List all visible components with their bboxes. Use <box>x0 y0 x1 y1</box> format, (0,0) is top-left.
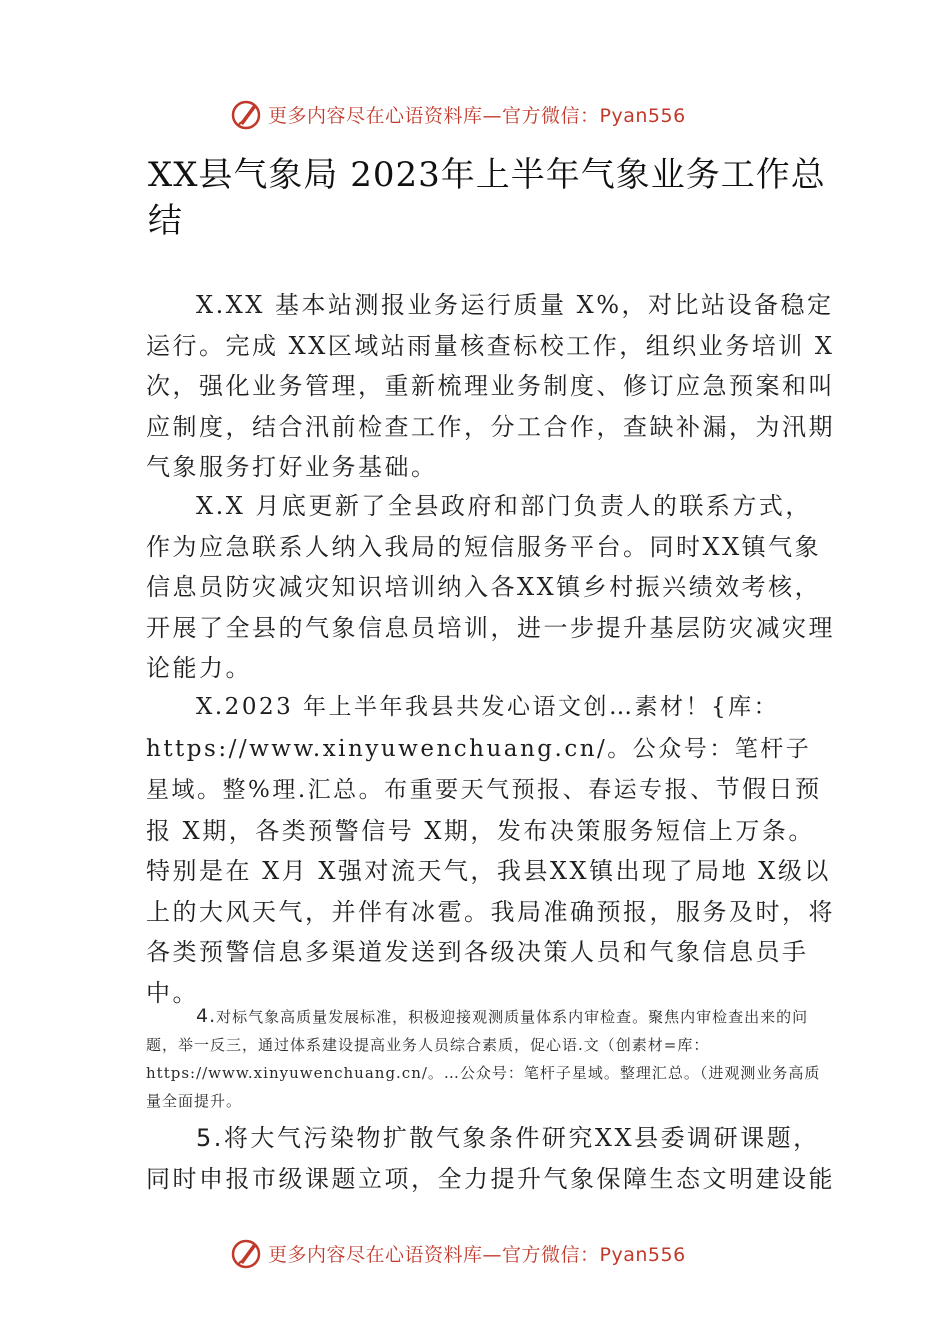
paragraph-5-text: 将大气污染物扩散气象条件研究XX县委调研课题，同时申报市级课题立项，全力提升气象保障生态文明建设能 <box>146 1124 835 1193</box>
watermark-wechat-id: Pyan556 <box>599 104 686 127</box>
paragraph-5-number: 5. <box>196 1124 224 1152</box>
paragraph-2: X.X 月底更新了全县政府和部门负责人的联系方式，作为应急联系人纳入我局的短信服务平台。同时XX镇气象信息员防灾减灾知识培训纳入各XX镇乡村振兴绩效考核，开展了全县的气象信息员培训，进一步提升基层防灾减灾理论能力。 <box>146 492 835 682</box>
watermark-header <box>228 96 686 132</box>
document-title: XX县气象局 2023年上半年气象业务工作总结 <box>148 155 826 241</box>
quill-pen-circle-icon <box>228 96 264 132</box>
paragraph-5 <box>146 1118 836 1199</box>
paragraph-4 <box>146 1002 826 1115</box>
watermark-wechat-id: Pyan556 <box>599 1243 686 1266</box>
paragraph-4-text: 对标气象高质量发展标准，积极迎接观测质量体系内审检查。聚焦内审检查出来的问题，举一反三，通过体系建设提高业务人员综合素质，促心语.文（创素材=库：https://www.xinyuwenchuang.cn/。…公众号：笔杆子星域。整理汇总。（进观测业务高质量全面提升。 <box>146 1008 821 1110</box>
watermark-text: 更多内容尽在心语资料库—官方微信：Pyan556 <box>268 104 686 127</box>
paragraph-4-number: 4. <box>196 1005 217 1027</box>
paragraph-3 <box>146 686 836 1013</box>
paragraph-3-lead: X.2023 年上半年我县共发心语文创…素材！{库：https://www.xinyuwenchuang.cn/。公众号：笔杆子星域。整%理.汇总。布重要天气预报、春运专报、 <box>146 694 812 803</box>
paragraph-1: X.XX 基本站测报业务运行质量 X%，对比站设备稳定运行。完成 XX区域站雨量核查标校工作，组织业务培训 X次，强化业务管理，重新梳理业务制度、修订应急预案和叫应制度，结合汛前检查工作，分工合作，查缺补漏，为汛期气象服务打好业务基础。 <box>146 291 835 481</box>
watermark-footer <box>228 1235 686 1271</box>
paragraph-3-rest: 节假日预报 X期，各类预警信号 X期，发布决策服务短信上万条。特别是在 X月 X强对流天气，我县XX镇出现了局地 X级以上的大风天气，并伴有冰雹。我局准确预报，服务及时，将各类预警信息多渠道发送到各级决策人员和气象信息员手中。 <box>146 775 835 1007</box>
watermark-text: 更多内容尽在心语资料库—官方微信：Pyan556 <box>268 1243 686 1266</box>
quill-pen-circle-icon <box>228 1235 264 1271</box>
